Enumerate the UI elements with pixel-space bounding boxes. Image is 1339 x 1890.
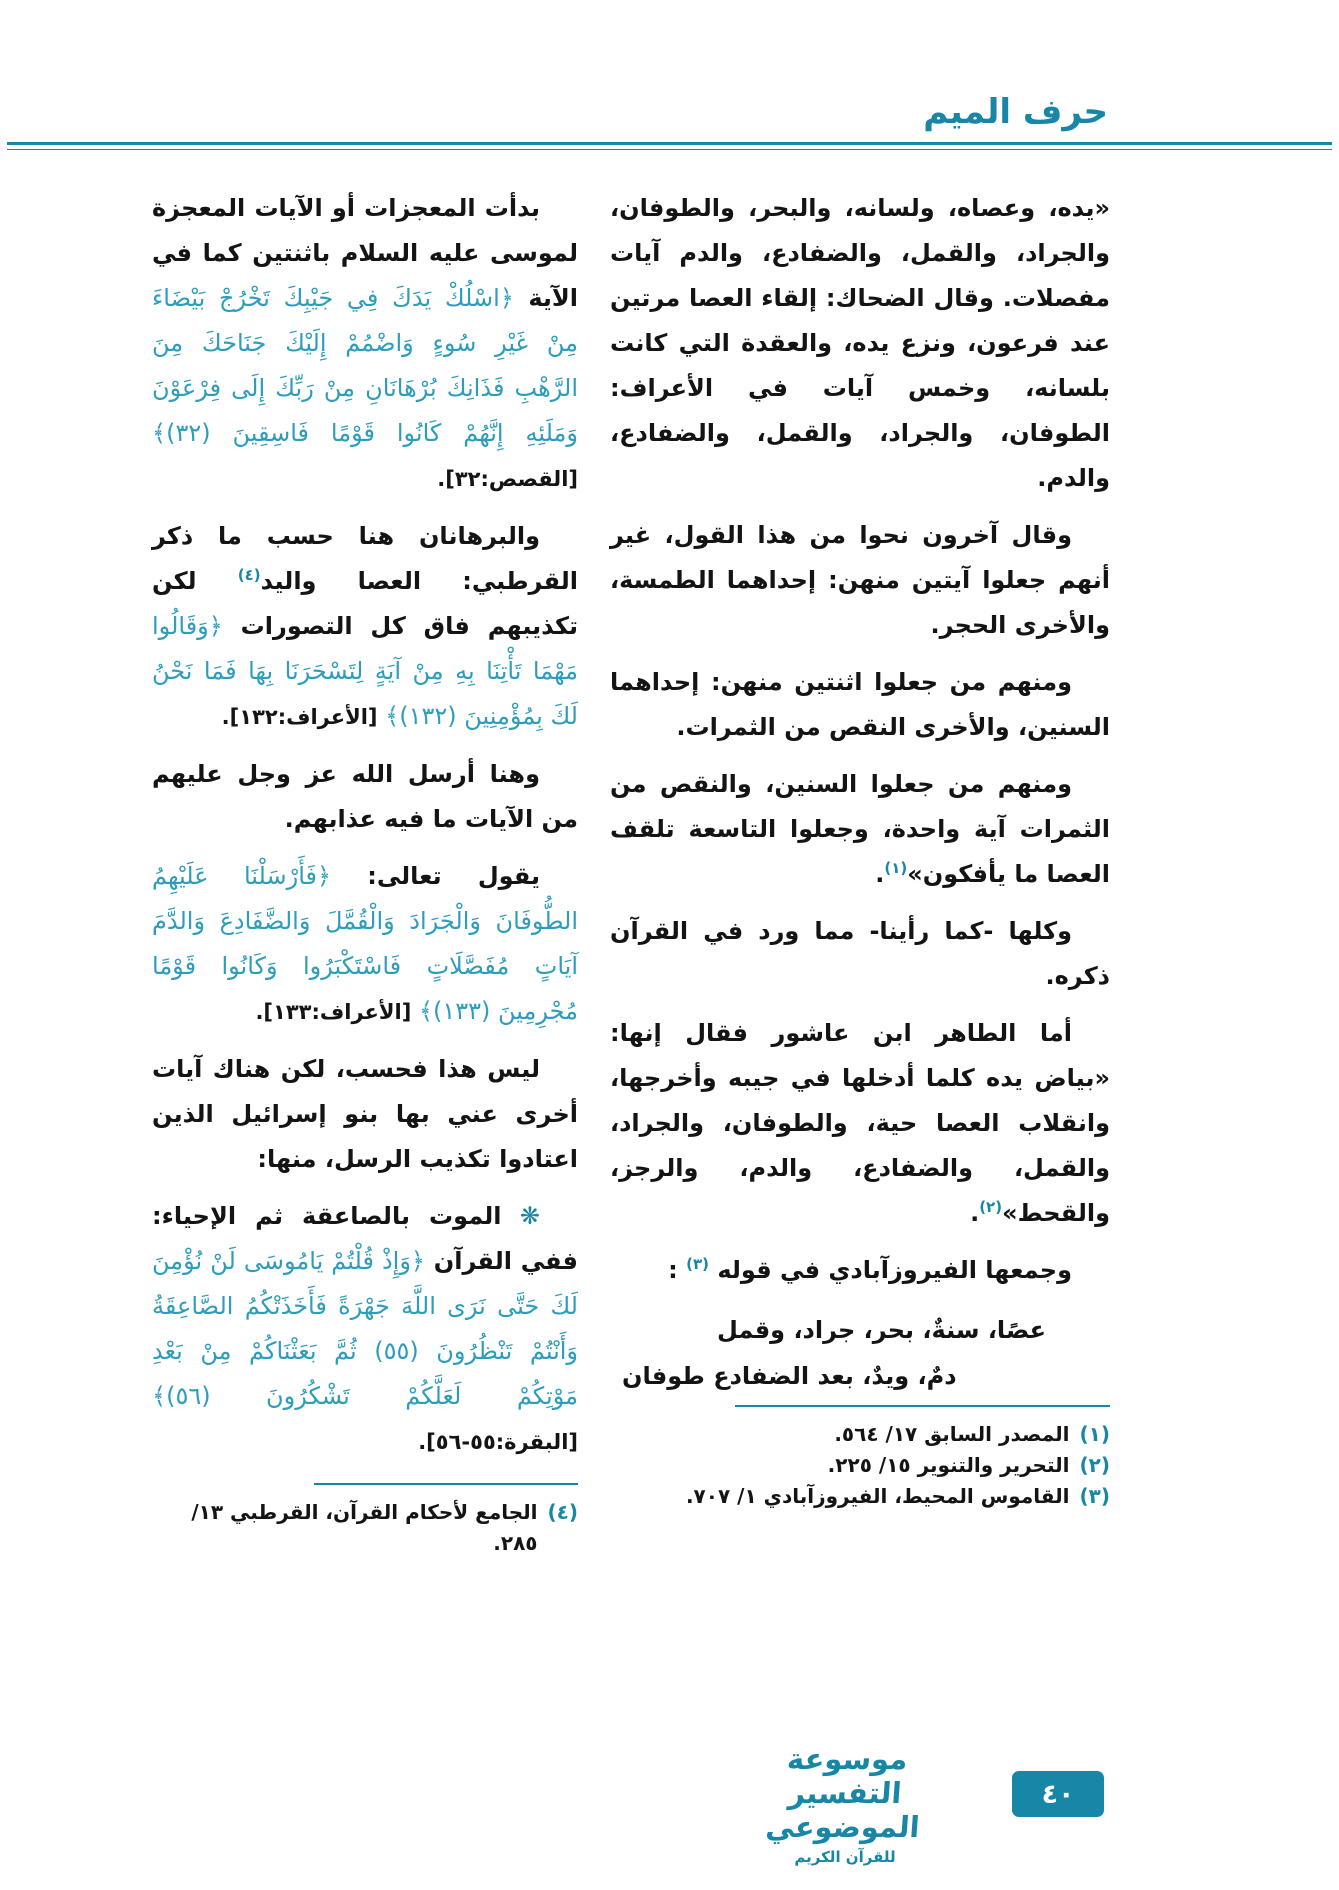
footnote-number: (٣) — [1079, 1484, 1110, 1508]
paragraph — [610, 762, 1110, 897]
body-text: أما الطاهر ابن عاشور فقال إنها: «بياض يده كلما أدخلها في جيبه وأخرجها، وانقلاب العصا حية، والطوفان، والجراد، والقمل، والضفادع، والدم، والرجز، والقحط» — [610, 1019, 1110, 1227]
poetry-couplet — [610, 1307, 1110, 1399]
bullet-icon: ❋ — [501, 1202, 540, 1230]
footnote-separator-rule — [314, 1483, 578, 1485]
body-text: ومنهم من جعلوا السنين، والنقص من الثمرات آية واحدة، وجعلوا التاسعة تلقف العصا ما يأفكون» — [610, 770, 1110, 888]
footnote-number: (٢) — [1079, 1453, 1110, 1477]
body-text: وقال آخرون نحوا من هذا القول، غير أنهم جعلوا آيتين منهن: إحداهما الطمسة، والأخرى الحجر. — [610, 521, 1110, 639]
footnote-marker: (٢) — [979, 1198, 1003, 1216]
body-text: وجمعها الفيروزآبادي في قوله — [709, 1256, 1072, 1284]
footnote-number: (٤) — [547, 1500, 578, 1524]
page-number: ٤٠ — [1041, 1778, 1075, 1810]
paragraph — [152, 514, 578, 740]
header-rule — [7, 142, 1332, 150]
quran-verse: ﴿وَقَالُوا مَهْمَا تَأْتِنَا بِهِ مِنْ آيَةٍ لِتَسْحَرَنَا بِهَا فَمَا نَحْنُ لَكَ بِمُؤْمِنِينَ (١٣٢)﴾ — [152, 612, 578, 730]
footnote-text: الجامع لأحكام القرآن، القرطبي ١٣/ ٢٨٥. — [191, 1500, 538, 1555]
body-text: «يده، وعصاه، ولسانه، والبحر، والطوفان، والجراد، والقمل، والضفادع، والدم آيات مفصلات. وقال الضحاك: إلقاء العصا مرتين عند فرعون، ونزع يده، والعقدة التي كانت بلسانه، وخمس آيات في الأعراف: الطوفان، والجراد، والقمل، والضفادع، والدم. — [610, 194, 1110, 492]
poetry-line: عصًا، سنةٌ، بحر، جراد، وقمل — [716, 1316, 1046, 1344]
body-text: ليس هذا فحسب، لكن هناك آيات أخرى عني بها بنو إسرائيل الذين اعتادوا تكذيب الرسل، منها: — [152, 1055, 578, 1173]
column-right — [610, 186, 1110, 1508]
body-text: وهنا أرسل الله عز وجل عليهم من الآيات ما فيه عذابهم. — [152, 760, 578, 833]
paragraph — [152, 186, 578, 502]
body-text: يقول تعالى: — [331, 862, 541, 890]
verse-reference: [الأعراف:١٣٣]. — [255, 1000, 412, 1024]
page-body — [0, 150, 1339, 1555]
verse-reference: [القصص:٣٢]. — [437, 467, 578, 491]
column-left-paragraphs — [152, 186, 578, 1477]
paragraph — [610, 513, 1110, 648]
footnote — [610, 1481, 1110, 1512]
body-text: بدأت المعجزات أو الآيات المعجزة لموسى عليه السلام باثنتين كما في الآية — [152, 194, 578, 312]
column-right-paragraphs — [610, 186, 1110, 1399]
column-left-footnote-area — [152, 1477, 578, 1559]
paragraph — [610, 660, 1110, 750]
page-header — [0, 0, 1339, 150]
body-text: وكلها -كما رأينا- مما ورد في القرآن ذكره. — [610, 917, 1110, 990]
body-text: . — [875, 860, 885, 888]
column-right-footnote-area — [610, 1399, 1110, 1512]
footnote-marker: (٣) — [686, 1255, 709, 1273]
publisher-logo-subtitle: للقرآن الكريم — [794, 1848, 896, 1866]
quran-verse: ﴿فَأَرْسَلْنَا عَلَيْهِمُ الطُّوفَانَ وَالْجَرَادَ وَالْقُمَّلَ وَالضَّفَادِعَ وَالدَّمَ آيَاتٍ مُفَصَّلَاتٍ فَاسْتَكْبَرُوا وَكَانُوا قَوْمًا مُجْرِمِينَ (١٣٣)﴾ — [152, 862, 578, 1025]
body-text: ففي القرآن — [425, 1247, 578, 1275]
footnote — [152, 1497, 578, 1559]
body-text: : — [668, 1256, 687, 1284]
footnote-text: التحرير والتنوير ١٥/ ٢٢٥. — [827, 1453, 1070, 1477]
quran-verse: ﴿اسْلُكْ يَدَكَ فِي جَيْبِكَ تَخْرُجْ بَيْضَاءَ مِنْ غَيْرِ سُوءٍ وَاضْمُمْ إِلَيْكَ جَنَاحَكَ مِنَ الرَّهْبِ فَذَانِكَ بُرْهَانَانِ مِنْ رَبِّكَ إِلَى فِرْعَوْنَ وَمَلَئِهِ إِنَّهُمْ كَانُوا قَوْمًا فَاسِقِينَ (٣٢)﴾ — [152, 284, 578, 447]
page-number-badge — [1012, 1771, 1104, 1817]
paragraph — [152, 854, 578, 1035]
quran-verse: ﴿وَإِذْ قُلْتُمْ يَامُوسَى لَنْ نُؤْمِنَ لَكَ حَتَّى نَرَى اللَّهَ جَهْرَةً فَأَخَذَتْكُمُ الصَّاعِقَةُ وَأَنْتُمْ تَنْظُرُونَ (٥٥) ثُمَّ بَعَثْنَاكُمْ مِنْ بَعْدِ مَوْتِكُمْ لَعَلَّكُمْ تَشْكُرُونَ (٥٦)﴾ — [152, 1247, 579, 1410]
footnote — [610, 1419, 1110, 1450]
paragraph — [152, 752, 578, 842]
footnote-number: (١) — [1079, 1422, 1110, 1446]
emphasis-text: الموت بالصاعقة ثم الإحياء: — [152, 1202, 502, 1230]
footnote — [610, 1450, 1110, 1481]
column-left — [152, 186, 579, 1555]
column-right-footnotes — [610, 1419, 1110, 1512]
footnote-text: القاموس المحيط، الفيروزآبادي ١/ ٧٠٧. — [685, 1484, 1070, 1508]
body-text: والبرهانان هنا حسب ما ذكر القرطبي: العصا واليد — [152, 522, 579, 595]
body-text: . — [970, 1199, 980, 1227]
poetry-line: دمٌ، ويدٌ، بعد الضفادع طوفان — [622, 1362, 957, 1390]
footnote-text: المصدر السابق ١٧/ ٥٦٤. — [834, 1422, 1070, 1446]
footnote-separator-rule — [735, 1405, 1110, 1407]
footnote-marker: (٤) — [237, 566, 261, 584]
verse-reference: [الأعراف:١٣٢]. — [221, 705, 378, 729]
paragraph — [152, 1194, 578, 1465]
footnote-marker: (١) — [884, 859, 908, 877]
body-text: ومنهم من جعلوا اثنتين منهن: إحداهما السنين، والأخرى النقص من الثمرات. — [610, 668, 1110, 741]
column-left-footnotes — [152, 1497, 578, 1559]
chapter-title: حرف الميم — [923, 92, 1108, 132]
publisher-logo-title: موسوعة التفسير الموضوعي — [764, 1742, 921, 1844]
paragraph — [610, 1248, 1110, 1293]
paragraph — [610, 186, 1110, 501]
verse-reference: [البقرة:٥٥-٥٦]. — [418, 1430, 578, 1454]
paragraph — [610, 1011, 1110, 1236]
paragraph — [610, 909, 1110, 999]
body-text: لكن تكذيبهم فاق كل التصورات — [152, 567, 578, 640]
paragraph — [152, 1047, 578, 1182]
publisher-logo — [730, 1742, 960, 1866]
